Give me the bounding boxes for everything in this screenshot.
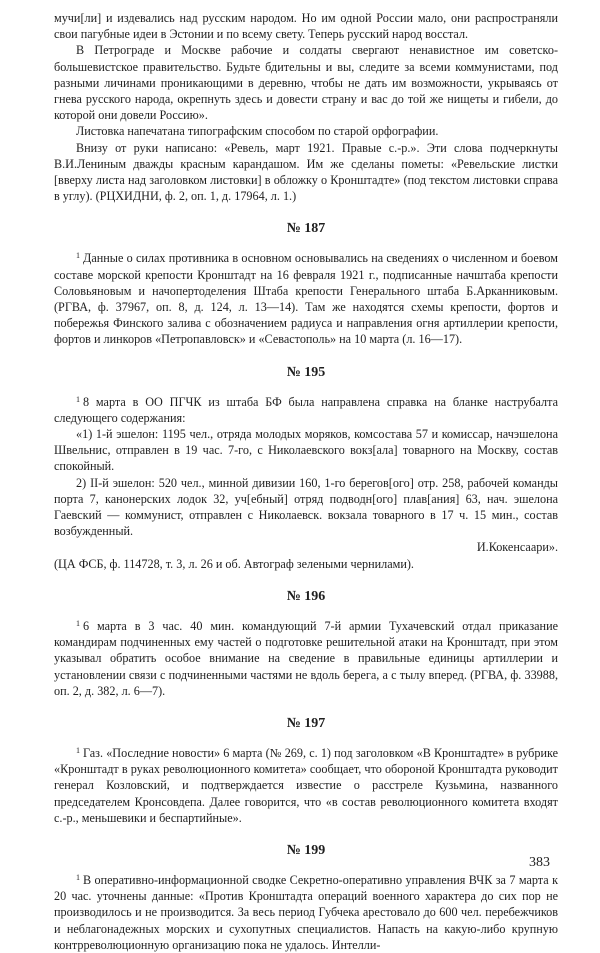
paragraph: Внизу от руки написано: «Ревель, март 1921. Правые с.-р.». Эти слова подчеркнуты В.И.Лениным дважды красным карандашом. Им же сделаны пометы: «Ревельские листки [вверху листа над заголовком листовки] в обложку о Кронштадте» (под текстом листовки справа в углу). (РЦХИДНИ, ф. 2, оп. 1, д. 17964, л. 1.) — [54, 140, 558, 204]
footnote-marker: 1 — [76, 872, 80, 882]
section-heading: № 197 — [286, 715, 326, 731]
paragraph: «1) 1-й эшелон: 1195 чел., отряда молодых моряков, комсостава 57 и комиссар, начэшелона Швельнис, отправлен в 19 час. 7-го, с Николаевского вокз[ала] товарного на Москву, состав спокойный. — [54, 427, 558, 474]
section-top — [54, 10, 558, 204]
paragraph-text: Данные о силах противника в основном основывались на сведениях о численном и боевом составе морской крепости Кронштадт на 16 февраля 1921 г., подписанные начштаба крепости Соловьяновым и начопертоделения Штаба крепости Генерального штаба Б.Арканниковым. (РГВА, ф. 37967, оп. 8, д. 124, л. 13—14). Там же находятся схемы крепости, фортов и побережья Финского залива с обозначением радиуса и направления огня артиллерии крепости, фортов и линкоров «Петропавловск» и «Севастополь» на 10 марта (л. 16—17). — [54, 251, 558, 347]
paragraph: мучи[ли] и издевались над русским народом. Но им одной России мало, они распространяли свои пагубные идеи в Эстонии и по всему свету. Теперь русский народ восстал. — [54, 11, 558, 42]
section-199 — [54, 843, 558, 953]
paragraph: 2) II-й эшелон: 520 чел., минной дивизии 160, 1-го берегов[ого] отр. 258, рабочей команды порта 7, канонерских лодок 32, уч[ебный] отряд подводн[ого] плав[ания] 63, нач. эшелона Гаевский — коммунист, отправлен с Николаевск. вокзала товарного в 17 ч. 15 мин., состав возбужденный. — [54, 475, 558, 539]
paragraph — [54, 250, 558, 347]
footnote-marker: 1 — [76, 618, 80, 628]
footnote-marker: 1 — [76, 394, 80, 404]
section-195 — [54, 365, 558, 572]
signature: И.Кокенсаари». — [476, 540, 558, 555]
section-heading: № 196 — [286, 588, 326, 604]
paragraph-text: 6 марта в 3 час. 40 мин. командующий 7-й армии Тухачевский отдал приказание командирам подчиненных ему частей о подготовке решительной атаки на Кронштадт, при этом указывал обратить особое внимание на сведение в правильные единицы артиллерии и установлении связи с подчиненными частями не вдоль берега, а с тылу вперед. (РГВА, ф. 33988, оп. 2, д. 382, л. 6—7). — [54, 618, 558, 698]
section-heading: № 187 — [286, 221, 326, 237]
paragraph — [54, 618, 558, 699]
section-196 — [54, 589, 558, 699]
footnote-marker: 1 — [76, 745, 80, 755]
paragraph: Листовка напечатана типографским способом по старой орфографии. — [76, 124, 439, 139]
section-187 — [54, 221, 558, 347]
paragraph-text: В оперативно-информационной сводке Секретно-оперативно управления ВЧК за 7 марта к 20 час. уточнены данные: «Против Кронштадта операций военного характера до сих пор не производилось и не производится. За весь период Губчека арестовало до 600 чел. перебежчиков и неблагонадежных морских и сухопутных специалистов. Напасть на какую-либо крупную контрреволюционную организацию пока не удалось. Интелли- — [54, 872, 558, 952]
paragraph — [54, 394, 558, 426]
page-number: 383 — [529, 855, 550, 870]
section-heading: № 199 — [286, 842, 326, 858]
paragraph-text: 8 марта в ОО ПГЧК из штаба БФ была направлена справка на бланке наструбалта следующего содержания: — [54, 394, 558, 425]
footnote-marker: 1 — [76, 251, 80, 261]
paragraph — [54, 872, 558, 953]
source-citation: (ЦА ФСБ, ф. 114728, т. 3, л. 26 и об. Автограф зелеными чернилами). — [54, 556, 414, 571]
paragraph-text: Газ. «Последние новости» 6 марта (№ 269, с. 1) под заголовком «В Кронштадте» в рубрике «Кронштадт в руках революционного комитета» сообщает, что обороной Кронштадта руководит генерал Козловский, и подтверждается известие о расстреле Кузьмина, названного председателем Кронсовдепа. Далее говорится, что «в состав революционного комитета входят с.-р., меньшевики и беспартийные». — [54, 745, 558, 825]
paragraph: В Петрограде и Москве рабочие и солдаты свергают ненавистное им советско-большевистское правительство. Будьте бдительны и вы, следите за всеми коммунистами, под разными личинами проникающими в деревню, чтобы не дать им возможности, укрываясь от гнева русского народа, окрепнуть здесь и довести страну и вас до той же нищеты и гибели, до которой они довели Россию». — [54, 43, 558, 123]
paragraph — [54, 745, 558, 826]
section-heading: № 195 — [286, 364, 326, 380]
section-197 — [54, 716, 558, 826]
